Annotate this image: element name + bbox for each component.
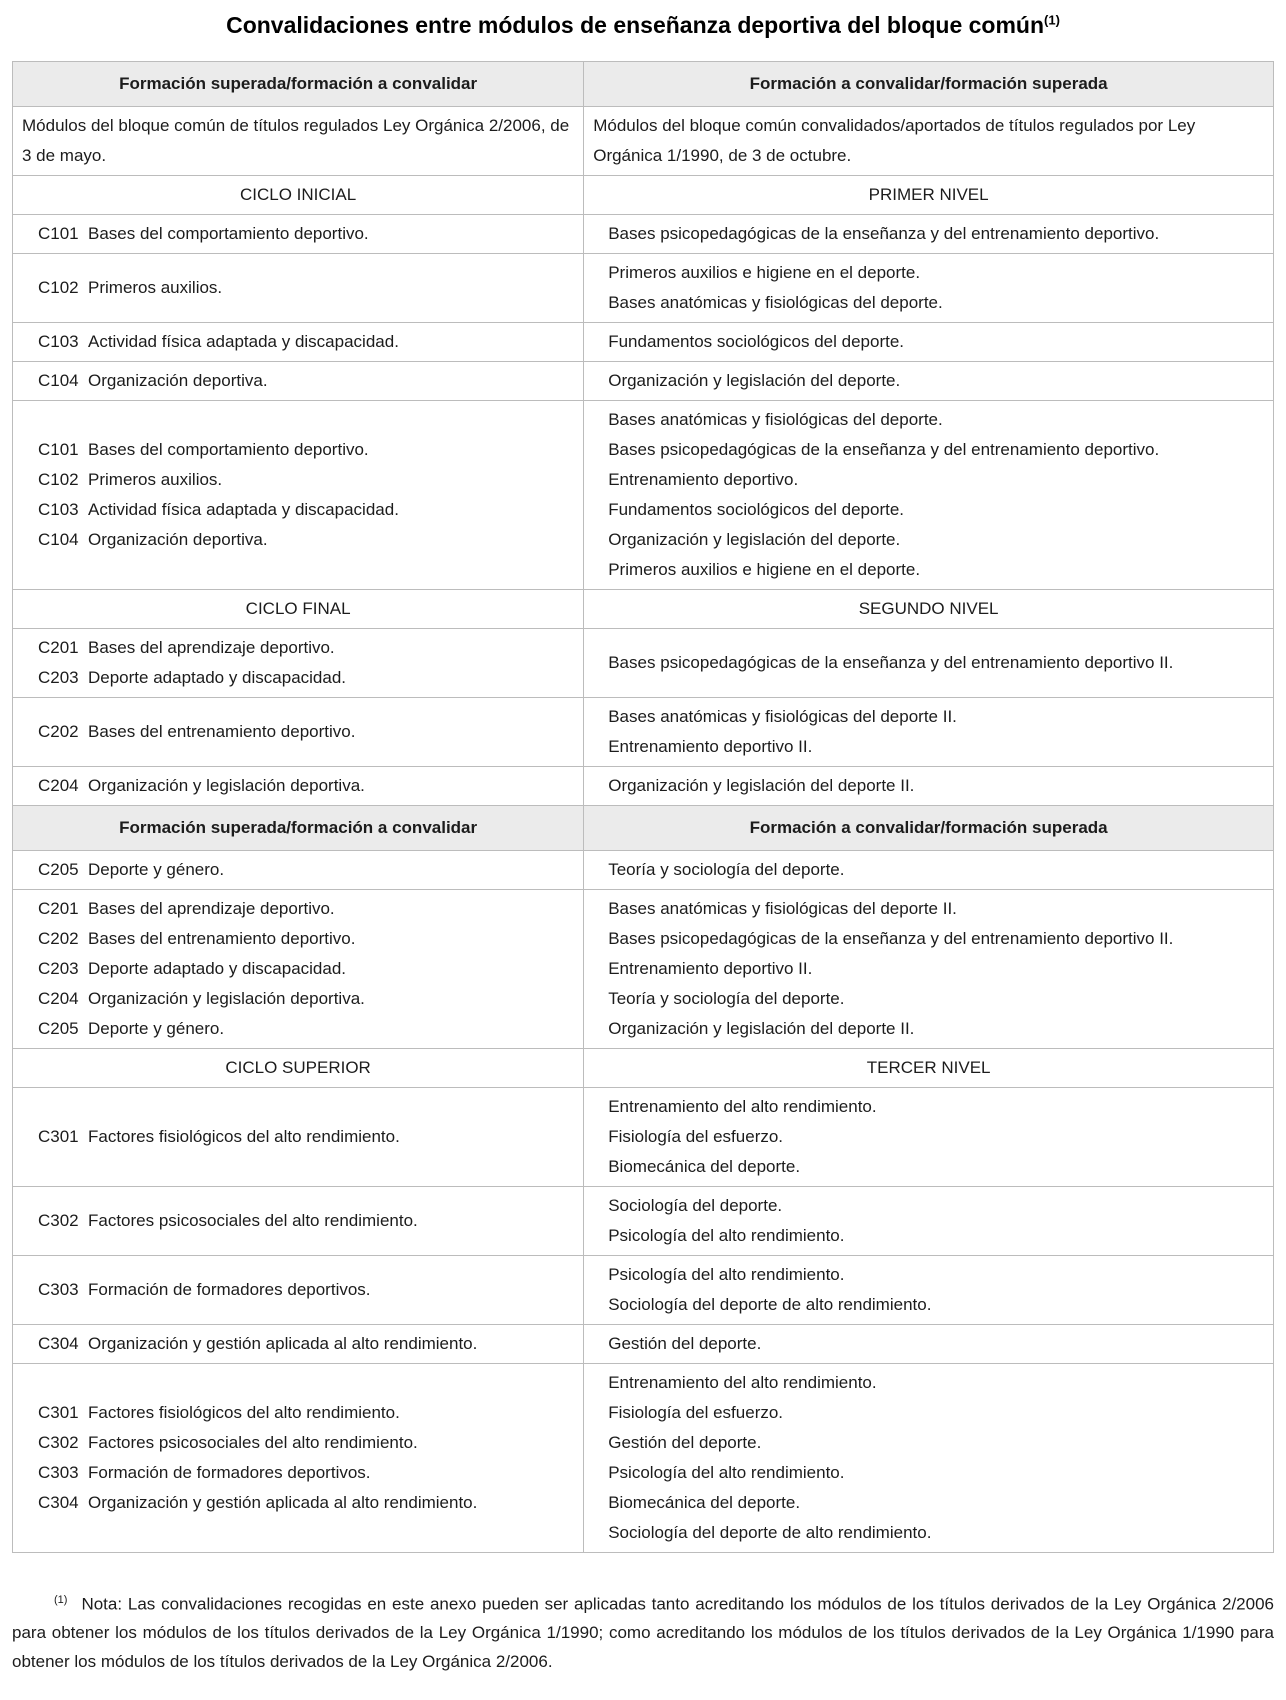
equivalence-line: Bases anatómicas y fisiológicas del deporte.	[608, 292, 943, 312]
module-line	[38, 954, 573, 984]
module-line	[38, 327, 573, 357]
module-line	[38, 495, 573, 525]
table-row-header	[13, 805, 1274, 850]
module-line	[38, 525, 573, 555]
module-line	[38, 465, 573, 495]
equivalence-line: Fundamentos sociológicos del deporte.	[608, 331, 905, 351]
module-line	[38, 435, 573, 465]
modules-cell	[13, 361, 584, 400]
equivalence-line: Bases anatómicas y fisiológicas del deporte II.	[608, 898, 957, 918]
module-title: Formación de formadores deportivos.	[88, 1279, 371, 1299]
modules-cell	[13, 1363, 584, 1552]
module-line	[38, 1488, 573, 1518]
table-row-header	[13, 61, 1274, 106]
module-title: Organización y gestión aplicada al alto rendimiento.	[88, 1492, 478, 1512]
equivalences-cell	[584, 1087, 1274, 1186]
table-row-data	[13, 361, 1274, 400]
section-cell-left: CICLO SUPERIOR	[13, 1048, 584, 1087]
module-code: C301	[38, 1402, 79, 1422]
module-title: Deporte adaptado y discapacidad.	[88, 958, 347, 978]
equivalences-cell	[584, 1324, 1274, 1363]
module-line	[38, 663, 573, 693]
modules-cell	[13, 1255, 584, 1324]
modules-cell	[13, 850, 584, 889]
table-row-section	[13, 175, 1274, 214]
module-title: Factores fisiológicos del alto rendimiento.	[88, 1126, 400, 1146]
equivalences-cell	[584, 628, 1274, 697]
module-code: C102	[38, 469, 79, 489]
equivalence-line: Gestión del deporte.	[608, 1432, 762, 1452]
footnote-text: Nota: Las convalidaciones recogidas en este anexo pueden ser aplicadas tanto acreditando los módulos de los títulos derivados de la Ley Orgánica 2/2006 para obtener los módulos de los títulos derivados de la Ley Orgánica 1/1990; como acreditando los módulos de los títulos derivados de la Ley Orgánica 1/1990 para obtener los módulos de los títulos derivados de la Ley Orgánica 2/2006.	[12, 1594, 1274, 1672]
equivalences-cell	[584, 697, 1274, 766]
table-row-data	[13, 253, 1274, 322]
module-title: Formación de formadores deportivos.	[88, 1462, 371, 1482]
module-title: Organización y gestión aplicada al alto rendimiento.	[88, 1333, 478, 1353]
equivalences-cell	[584, 850, 1274, 889]
module-code: C303	[38, 1279, 79, 1299]
table-row-data	[13, 850, 1274, 889]
equivalences-cell	[584, 400, 1274, 589]
module-title: Bases del entrenamiento deportivo.	[88, 721, 356, 741]
equivalence-line: Entrenamiento deportivo II.	[608, 958, 813, 978]
equivalence-line: Bases psicopedagógicas de la enseñanza y del entrenamiento deportivo II.	[608, 652, 1174, 672]
module-code: C202	[38, 721, 79, 741]
modules-cell	[13, 322, 584, 361]
module-title: Bases del comportamiento deportivo.	[88, 439, 369, 459]
equivalence-line: Teoría y sociología del deporte.	[608, 988, 845, 1008]
equivalence-line: Primeros auxilios e higiene en el deporte.	[608, 262, 921, 282]
module-code: C302	[38, 1210, 79, 1230]
modules-cell	[13, 1087, 584, 1186]
equivalences-cell	[584, 1255, 1274, 1324]
module-code: C205	[38, 859, 79, 879]
intro-cell-left: Módulos del bloque común de títulos regulados Ley Orgánica 2/2006, de 3 de mayo.	[13, 106, 584, 175]
footnote-marker: (1)	[54, 1593, 68, 1606]
section-cell-left: CICLO FINAL	[13, 589, 584, 628]
module-code: C101	[38, 223, 79, 243]
table-row-section	[13, 589, 1274, 628]
module-line	[38, 1329, 573, 1359]
equivalence-line: Biomecánica del deporte.	[608, 1492, 801, 1512]
equivalence-line: Bases psicopedagógicas de la enseñanza y del entrenamiento deportivo.	[608, 439, 1160, 459]
module-code: C304	[38, 1333, 79, 1353]
equivalence-line: Fisiología del esfuerzo.	[608, 1402, 784, 1422]
table-row-section	[13, 1048, 1274, 1087]
equivalences-cell	[584, 253, 1274, 322]
modules-cell	[13, 697, 584, 766]
equivalence-line: Psicología del alto rendimiento.	[608, 1462, 845, 1482]
module-code: C203	[38, 667, 79, 687]
module-line	[38, 1206, 573, 1236]
module-line	[38, 1428, 573, 1458]
modules-cell	[13, 628, 584, 697]
module-line	[38, 1014, 573, 1044]
table-row-data	[13, 889, 1274, 1048]
table-row-data	[13, 1363, 1274, 1552]
module-line	[38, 366, 573, 396]
table-row-data	[13, 322, 1274, 361]
module-code: C303	[38, 1462, 79, 1482]
module-code: C203	[38, 958, 79, 978]
table-row-data	[13, 1186, 1274, 1255]
module-title: Primeros auxilios.	[88, 277, 223, 297]
header-cell-right: Formación a convalidar/formación superada	[584, 805, 1274, 850]
module-line	[38, 1122, 573, 1152]
title-footnote-marker: (1)	[1044, 12, 1060, 28]
module-title: Organización deportiva.	[88, 529, 268, 549]
equivalences-cell	[584, 889, 1274, 1048]
module-title: Deporte adaptado y discapacidad.	[88, 667, 347, 687]
equivalences-cell	[584, 214, 1274, 253]
module-title: Bases del comportamiento deportivo.	[88, 223, 369, 243]
equivalence-line: Sociología del deporte de alto rendimiento.	[608, 1522, 932, 1542]
table-row-data	[13, 214, 1274, 253]
module-title: Factores psicosociales del alto rendimiento.	[88, 1210, 418, 1230]
equivalence-line: Bases anatómicas y fisiológicas del deporte II.	[608, 706, 957, 726]
module-code: C205	[38, 1018, 79, 1038]
module-code: C104	[38, 370, 79, 390]
modules-cell	[13, 766, 584, 805]
module-code: C201	[38, 637, 79, 657]
module-code: C204	[38, 775, 79, 795]
page-title-text: Convalidaciones entre módulos de enseñanza deportiva del bloque común	[226, 12, 1045, 38]
equivalences-cell	[584, 361, 1274, 400]
equivalence-line: Primeros auxilios e higiene en el deporte.	[608, 559, 921, 579]
equivalence-line: Gestión del deporte.	[608, 1333, 762, 1353]
equivalence-line: Biomecánica del deporte.	[608, 1156, 801, 1176]
equivalence-line: Psicología del alto rendimiento.	[608, 1264, 845, 1284]
header-cell-right: Formación a convalidar/formación superada	[584, 61, 1274, 106]
module-code: C304	[38, 1492, 79, 1512]
modules-cell	[13, 1324, 584, 1363]
equivalences-cell	[584, 322, 1274, 361]
module-line	[38, 717, 573, 747]
module-code: C301	[38, 1126, 79, 1146]
module-code: C101	[38, 439, 79, 459]
module-line	[38, 855, 573, 885]
table-row-intro	[13, 106, 1274, 175]
modules-cell	[13, 1186, 584, 1255]
equivalence-line: Fundamentos sociológicos del deporte.	[608, 499, 905, 519]
module-title: Actividad física adaptada y discapacidad.	[88, 499, 399, 519]
module-code: C103	[38, 499, 79, 519]
module-line	[38, 924, 573, 954]
table-row-data	[13, 766, 1274, 805]
footnote	[12, 1586, 1274, 1677]
header-cell-left: Formación superada/formación a convalidar	[13, 61, 584, 106]
module-line	[38, 633, 573, 663]
module-code: C201	[38, 898, 79, 918]
table-row-data	[13, 1255, 1274, 1324]
module-code: C204	[38, 988, 79, 1008]
equivalence-line: Teoría y sociología del deporte.	[608, 859, 845, 879]
module-line	[38, 894, 573, 924]
table-row-data	[13, 1087, 1274, 1186]
equivalence-line: Organización y legislación del deporte.	[608, 370, 901, 390]
equivalence-line: Fisiología del esfuerzo.	[608, 1126, 784, 1146]
module-code: C103	[38, 331, 79, 351]
module-line	[38, 1398, 573, 1428]
section-cell-right: SEGUNDO NIVEL	[584, 589, 1274, 628]
equivalence-line: Organización y legislación del deporte II.	[608, 1018, 915, 1038]
module-line	[38, 771, 573, 801]
module-code: C202	[38, 928, 79, 948]
equivalence-line: Sociología del deporte de alto rendimiento.	[608, 1294, 932, 1314]
intro-cell-right: Módulos del bloque común convalidados/aportados de títulos regulados por Ley Orgánica 1/1990, de 3 de octubre.	[584, 106, 1274, 175]
modules-cell	[13, 253, 584, 322]
module-line	[38, 273, 573, 303]
modules-cell	[13, 889, 584, 1048]
module-line	[38, 1275, 573, 1305]
section-cell-left: CICLO INICIAL	[13, 175, 584, 214]
modules-cell	[13, 214, 584, 253]
module-title: Organización y legislación deportiva.	[88, 775, 365, 795]
module-title: Organización y legislación deportiva.	[88, 988, 365, 1008]
module-code: C104	[38, 529, 79, 549]
equivalence-line: Bases psicopedagógicas de la enseñanza y del entrenamiento deportivo II.	[608, 928, 1174, 948]
equivalence-line: Sociología del deporte.	[608, 1195, 783, 1215]
table-row-data	[13, 400, 1274, 589]
module-code: C302	[38, 1432, 79, 1452]
equivalence-line: Entrenamiento deportivo II.	[608, 736, 813, 756]
section-cell-right: PRIMER NIVEL	[584, 175, 1274, 214]
module-code: C102	[38, 277, 79, 297]
table-row-data	[13, 1324, 1274, 1363]
module-title: Bases del entrenamiento deportivo.	[88, 928, 356, 948]
module-title: Factores psicosociales del alto rendimiento.	[88, 1432, 418, 1452]
module-title: Bases del aprendizaje deportivo.	[88, 637, 335, 657]
module-line	[38, 1458, 573, 1488]
module-line	[38, 984, 573, 1014]
header-cell-left: Formación superada/formación a convalidar	[13, 805, 584, 850]
equivalence-line: Organización y legislación del deporte II.	[608, 775, 915, 795]
module-title: Actividad física adaptada y discapacidad.	[88, 331, 399, 351]
equivalences-cell	[584, 1186, 1274, 1255]
module-title: Primeros auxilios.	[88, 469, 223, 489]
equivalence-line: Psicología del alto rendimiento.	[608, 1225, 845, 1245]
module-title: Organización deportiva.	[88, 370, 268, 390]
module-line	[38, 219, 573, 249]
equivalence-line: Entrenamiento del alto rendimiento.	[608, 1096, 877, 1116]
equivalence-line: Bases psicopedagógicas de la enseñanza y del entrenamiento deportivo.	[608, 223, 1160, 243]
table-row-data	[13, 697, 1274, 766]
equivalences-cell	[584, 766, 1274, 805]
module-title: Factores fisiológicos del alto rendimiento.	[88, 1402, 400, 1422]
module-title: Deporte y género.	[88, 859, 225, 879]
table-row-data	[13, 628, 1274, 697]
equivalence-line: Entrenamiento del alto rendimiento.	[608, 1372, 877, 1392]
equivalence-line: Organización y legislación del deporte.	[608, 529, 901, 549]
section-cell-right: TERCER NIVEL	[584, 1048, 1274, 1087]
module-title: Deporte y género.	[88, 1018, 225, 1038]
page-title	[12, 12, 1274, 40]
module-title: Bases del aprendizaje deportivo.	[88, 898, 335, 918]
modules-cell	[13, 400, 584, 589]
convalidaciones-table	[12, 61, 1274, 1553]
equivalences-cell	[584, 1363, 1274, 1552]
equivalence-line: Bases anatómicas y fisiológicas del deporte.	[608, 409, 943, 429]
equivalence-line: Entrenamiento deportivo.	[608, 469, 799, 489]
